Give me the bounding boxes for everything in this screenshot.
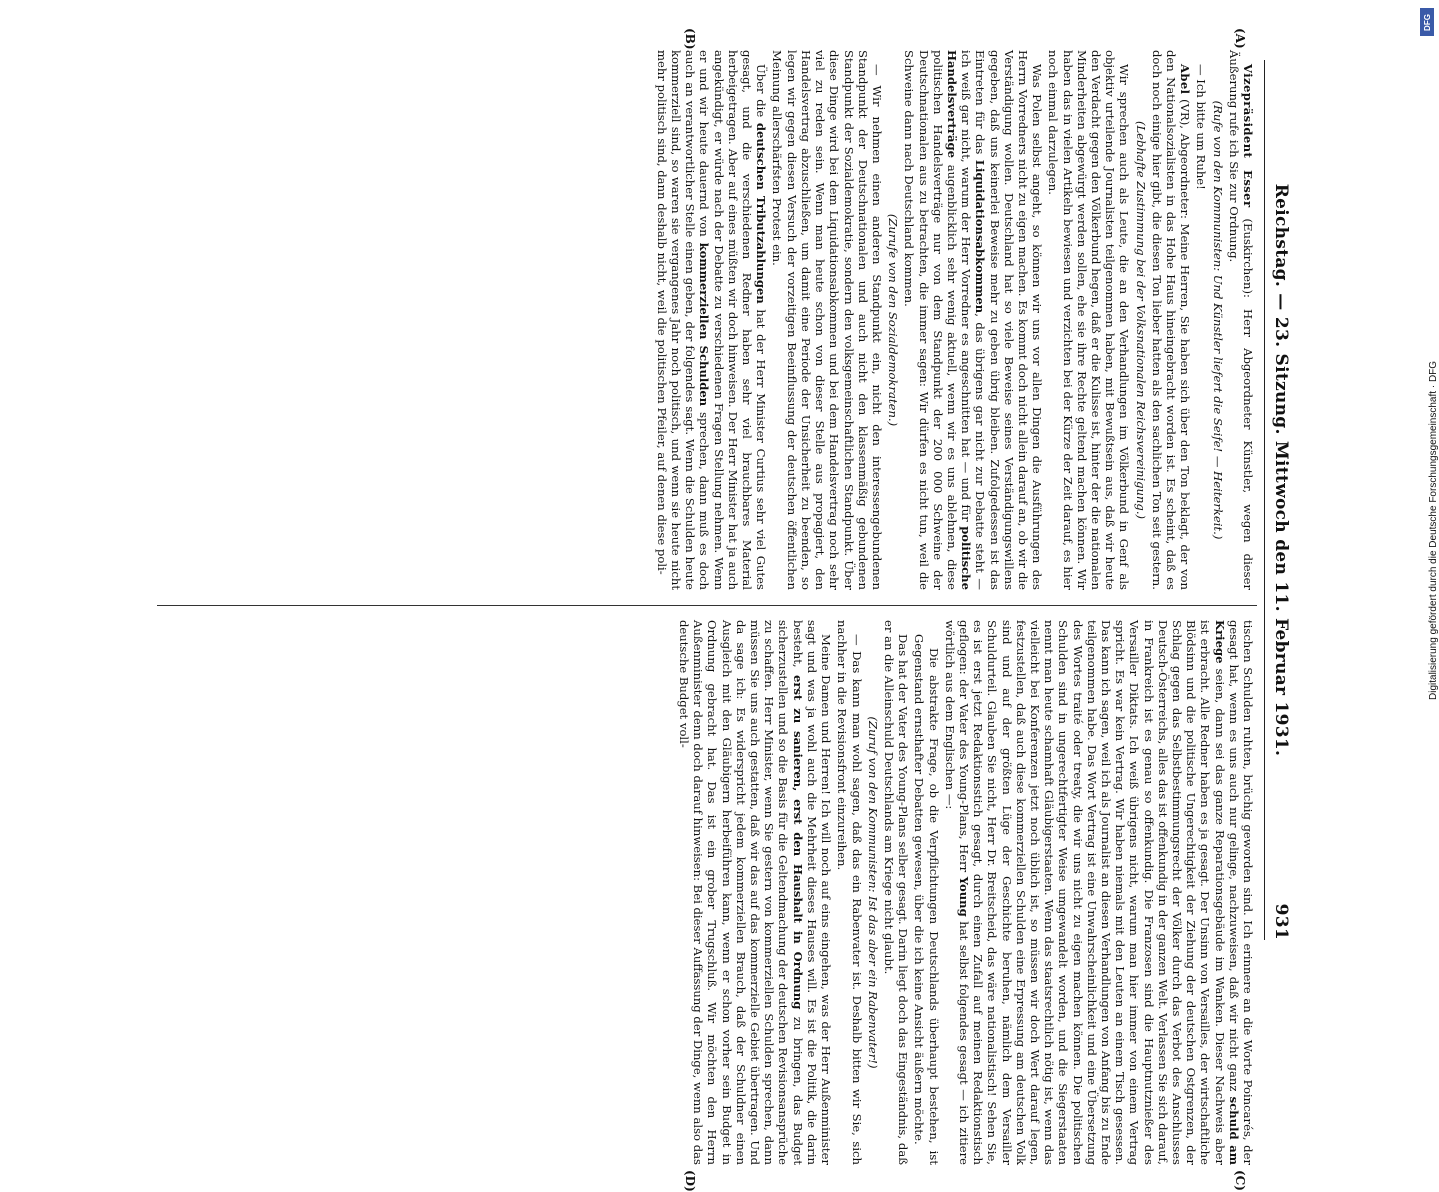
- emphasis: deutschen Tributzahlungen: [754, 122, 769, 304]
- rotated-page: [127, 20, 1307, 1192]
- paragraph-text: hat der Herr Minister Curtius sehr viel Gutes gesagt, und die verschiedenen Redner haben sehr viel brauchbares Material herbeigetragen. Aber auf eines müßten wir doch hinweisen. Der Herr Minister hat ja auch angekündigt, er würde nach der Debatte zu verschiedenen Fragen Stellung nehmen. Wenn er und wir heute dauernd von: [697, 50, 769, 590]
- paragraph: [677, 620, 833, 1165]
- interjection: (Zuruf von den Kommunisten: Ist das aber ein Rabenvater!): [865, 716, 880, 1069]
- dfg-credit: Digitalisierung gefördert durch die Deutsche Forschungsgemeinschaft · DFG: [1428, 360, 1439, 700]
- quotation: Die abstrakte Frage, ob die Verpflichtungen Deutschlands überhaupt bestehen, ist Gegenstand ernsthafter Debatten gewesen, über die ich keine Ansicht äußern möchte.: [912, 634, 941, 1165]
- dfg-logo-text: DFG: [1422, 13, 1432, 31]
- emphasis: Young: [956, 876, 971, 917]
- dfg-logo: [1420, 8, 1434, 36]
- page-header: [1264, 60, 1295, 940]
- margin-marker-a: (A): [1233, 28, 1247, 49]
- emphasis: politische Handelsverträge: [944, 50, 974, 590]
- interjection: (Rufe von den Kommunisten: Und Künstler liefert die Seife! — Heiterkeit.): [1210, 100, 1225, 540]
- speaker-name: Abel: [1178, 64, 1193, 95]
- paragraph-text: hat selbst folgendes gesagt — ich zitiere wörtlich aus dem Englischen —:: [942, 620, 971, 1165]
- paragraph: — Ich bitte um Ruhe!: [1194, 64, 1209, 190]
- paragraph: — Das kann man wohl sagen, daß das ein Rabenvater ist. Deshalb bitten wir Sie, sich nachher in die Revisionsfront einzureihen.: [835, 620, 864, 1165]
- column-divider: [157, 605, 1257, 606]
- paragraph-text: Meine Damen und Herren! Ich will noch auf eins eingehen, was der Herr Außenminister sagt und was ja wohl auch die Mehrheit dieses Hauses will. Es ist die Politik, die darin besteht,: [790, 620, 834, 1165]
- margin-marker-d: (D): [683, 1170, 697, 1192]
- emphasis: Liquidationsabkommen: [973, 159, 988, 314]
- interjection: (Lebhafte Zustimmung bei der Volksnationalen Reichsvereinigung.): [1133, 120, 1148, 520]
- paragraph: [902, 50, 1044, 590]
- paragraph: Das hat der Vater des Young-Plans selber gesagt. Darin liegt doch das Eingeständnis, daß er an die Alleinschuld Deutschlands am Kriege nicht glaubt.: [881, 620, 911, 1165]
- emphasis: schuld am Kriege: [1212, 620, 1241, 1165]
- paragraph-text: zu bringen, das Budget sicherzustellen und so die Basis für die Geltendmachung der deutschen Revisionsansprüche zu schaffen. Herr Minister, wenn Sie gestern von kommerziellen Schulden sprechen, dann müssen Sie uns auch gestatten, daß wir das auf das kommerzielle Gebiet übertragen. Und da sage ich: Es widerspricht jedem kommerziellen Brauch, daß der Schuldner einen Ausgleich mit den Gläubigern herbeiführen kann, wenn er schon vorher sein Budget in Ordnung gebracht hat. Das ist ein grober Trugschluß. Wir möchten den Herrn Außenminister denn doch darauf hinweisen: Bei dieser Auffassung der Dinge, wenn also das deutsche Budget voll-: [677, 620, 805, 1166]
- paragraph-text: tischen Schulden ruhten, brüchig geworden sind. Ich erinnere an die Worte Poincarés, der gesagt hat, wenn es uns auch nur gelinge, nachzuweisen, daß wir nicht ganz: [1226, 620, 1255, 1165]
- page-title: Reichstag. — 23. Sitzung. Mittwoch den 11. Februar 1931.: [1271, 183, 1291, 757]
- paragraph: [1227, 50, 1255, 590]
- interjection: (Zurufe von den Sozialdemokraten.): [886, 213, 901, 427]
- paragraph-text: augenblicklich sehr wenig aktuell, wenn wir es uns ablehnen, diese politischen Handelsverträge nur von dem Standpunkt der 200 000 Schweine der Deutschnationalen aus zu betrachten, die immer sagen: Wir dürfen es nicht tun, weil die Schweine dann nach Deutschland kommen.: [902, 50, 959, 590]
- left-column: [653, 50, 1255, 590]
- page-number: 931: [1271, 903, 1291, 940]
- paragraph-text: , das übrigens gar nicht zur Debatte steht — ich weiß gar nicht, warum der Herr Vorredner es angeschnitten hat — und für: [959, 50, 988, 591]
- emphasis: erst zu sanieren, erst den Haushalt in Ordnung: [790, 675, 805, 1010]
- margin-marker-c: (C): [1233, 1170, 1247, 1191]
- paragraph-text: (Euskirchen): Herr Abgeordneter Künstler, wegen dieser Äußerung rufe ich Sie zur Ordnung.: [1226, 50, 1255, 591]
- paragraph: [1150, 50, 1193, 590]
- paragraph-text: (VR), Abgeordneter: Meine Herren, Sie haben sich über den Ton beklagt, der von den Nationalsozialisten in das Hohe Haus hineingebracht worden ist. Es scheint, daß es doch noch einige hier gibt, die diesen Ton lieber hatten als den sachlichen Ton seit gestern.: [1149, 50, 1193, 590]
- paragraph-text: Über die: [754, 64, 769, 123]
- right-column: [675, 620, 1255, 1165]
- paragraph: — Wir nehmen einen anderen Standpunkt ein, nicht den interessengebundenen Standpunkt der Deutschnationalen und auch nicht den klassenmäßig gebundenen Standpunkt der Sozialdemokratie, sondern den volksgemeinschaftlichen Standpunkt. Über diese Dinge wird bei dem Liquidationsabkommen und bei dem Handelsvertrag noch sehr viel zu reden sein. Wenn man heute schon von dieser Stelle aus propagiert, den Handelsvertrag abzuschließen, um damit eine Periode der Unsicherheit zu beenden, so legen wir gegen diesen Versuch der vorzeitigen Beeinflussung der deutschen öffentlichen Meinung allerschärfsten Protest ein.: [770, 50, 884, 590]
- paragraph-text: Was Polen selbst angeht, so können wir uns vor allen Dingen die Ausführungen des Herrn Vorredners nicht zu eigen machen. Es kommt doch nicht allein darauf an, ob wir die Verständigung wollen. Deutschland hat so viele Beweise seines Verständigungswillens gegeben, daß uns keinerlei Beweise mehr zu geben übrig bleiben. Zufolgedessen ist das Eintreten für das: [973, 50, 1045, 590]
- paragraph-text: sprechen, dann muß es doch auch an verantwortlicher Stelle einen geben, der folgendes sagt. Wenn die Schulden heute kommerziell sind, so waren sie vergangenes Jahr noch politisch, und wenn sie heute nicht mehr politisch sind, dann deshalb nicht, weil die politischen Pfeiler, auf denen diese poli-: [654, 50, 712, 590]
- emphasis: kommerziellen Schulden: [697, 242, 712, 407]
- paragraph: [655, 50, 769, 590]
- paragraph-text: seien, dann sei das ganze Reparationsgebäude im Wanken. Dieser Nachweis aber ist erbracht. Alle Redner haben es ja gesagt. Der Unsinn von Versailles, der wirtschaftliche Blödsinn und die politische Ungerechtigkeit der Ziehung der deutschen Ostgrenzen, der Schlag gegen das Selbstbestimmungsrecht der Völker durch das Verbot des Anschlusses Deutsch-Österreichs, alles das ist offenkundig in der ganzen Welt. Verlassen Sie sich darauf, in Frankreich ist es genau so offenkundig. Die Franzosen sind die Hauptnutznießer des Versailler Diktats. Ich weiß übrigens nicht, warum man hier immer von einem Vertrag spricht. Es war kein Vertrag. Wir haben niemals mit den Leuten an einem Tisch gesessen. Das kann ich sagen, weil ich als Journalist an diesen Verhandlungen von Anfang bis zu Ende teilgenommen habe. Das Wort Vertrag ist eine Unwahrscheinlichkeit und eine Übersetzung des Wortes traité oder treaty, die wir uns nicht zu eigen machen können. Die politischen Schulden sind in ungerechtfertigter Weise umgewandelt worden, und die Siegerstaaten nennt man heute schamhaft Gläubigerstaaten. Wenn das staatsrechtlich nötig ist, wenn das vielleicht bei Konferenzen jetzt noch üblich ist, so müssen wir doch Wert darauf legen, festzustellen, daß auch diese kommerziellen Schulden eine Erpressung am deutschen Volk sind und auf der größten Lüge der Geschichte beruhen, nämlich dem Versailler Schuldurteil. Glauben Sie nicht, Herr Dr. Breitscheid, das wäre nationalistisch! Sehen Sie, es ist erst jetzt Redaktionsstich gesagt, durch einen Zufall auf meinen Redaktionstisch geflogen: der Vater des Young-Plans, Herr: [956, 620, 1227, 1165]
- margin-marker-b: (B): [683, 28, 697, 50]
- speaker-name: Vizepräsident Esser: [1241, 64, 1255, 208]
- paragraph: Wir sprechen auch als Leute, die an den Verhandlungen im Völkerbund in Genf als objektiv urteilende Journalisten teilgenommen haben, mit Bewußtsein aus, daß wir heute den Verdacht gegen den Völkerbund hegen, daß er die Kulisse ist, hinter der die nationalen Minderheiten abgewürgt werden sollen, ehe sie ihre Rechte geltend machen können. Wir haben das in vielen Artikeln bewiesen und verzichten bei der Kürze der Zeit darauf, es hier noch einmal darzulegen.: [1046, 50, 1132, 590]
- paragraph: [943, 620, 1255, 1165]
